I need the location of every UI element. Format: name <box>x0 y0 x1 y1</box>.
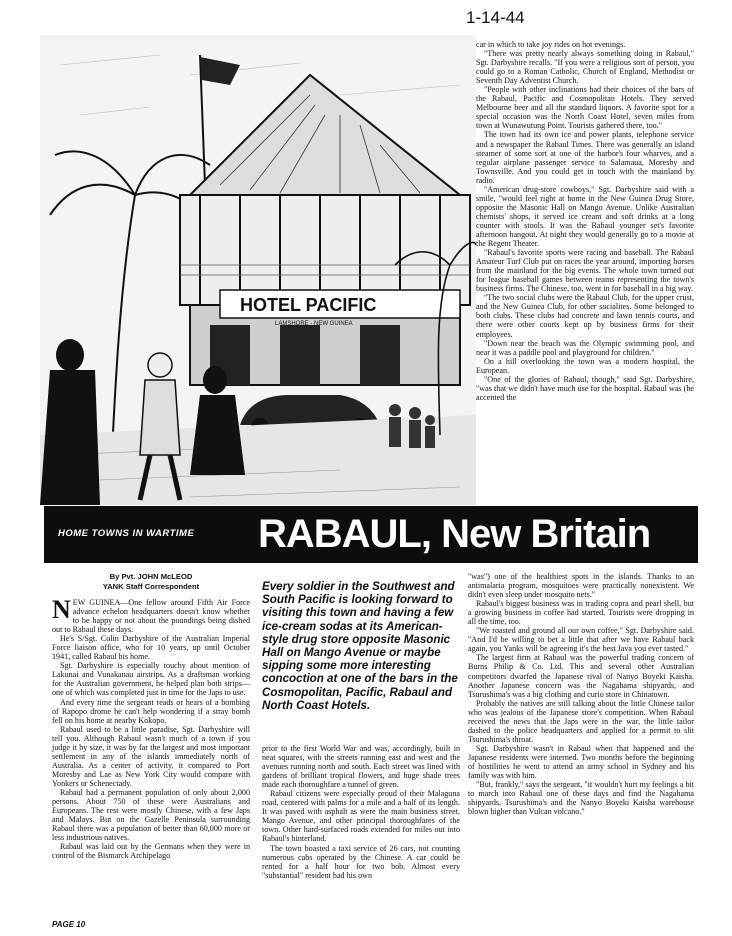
column-1 <box>52 595 250 861</box>
paragraph: Rabaul used to be a little paradise, Sgt. Darbyshire will tell you. Although Rabaul wasn't much of a town if you judge it by size, it was by far the largest and most important settlement in any of the islands immediately north of Australia. As a center of activity, it compared to Port Moresby and Lae as New York City would compare with Yonkers or Schenectady. <box>52 724 250 788</box>
paragraph: Sgt. Darbyshire is especially touchy about mention of Lakunai and Vunakanau airstrips. As a draftsman working for the Australian government, he helped plan both strips—one of which was completed just in time for the Japs to use. <box>52 661 250 698</box>
hotel-pacific-illustration <box>40 35 476 505</box>
top-right-column <box>476 40 694 402</box>
byline <box>52 572 250 592</box>
paragraph: The largest firm at Rabaul was the powerful trading concern of Burns Philip & Co. Ltd. This and several other Australian competitors dwarfed the Japanese rival of Nanyo Boyeki Kaisha. Another Japanese concern was the Nagahama shipyards, and Tsurushima's was a big clothing and curio store in Chinatown. <box>468 653 694 699</box>
paragraph: Rabaul's biggest business was in trading copra and pearl shell, but a growing business in coffee had started. Tourists were dropping in all the time, too. <box>468 599 694 627</box>
paragraph: car in which to take joy rides on hot evenings. <box>476 40 626 49</box>
byline-author: By Pvt. JOHN McLEOD <box>109 572 193 581</box>
paragraph: "People with other inclinations had their choices of the bars of the Rabaul, Pacific and Cosmopolitan Hotels. They served Melbourne beer and all the standard liquors. A favorite spot for a special occasion was the North Coast Hotel, seven miles from town at Wunawutung Point. Tourists gathered there, too." <box>476 85 694 131</box>
paragraph: The town boasted a taxi service of 26 cars, not counting numerous cabs operated by the Chinese. A car could be rented for a half hour for two bob. Almost every "substantial" resident had his own <box>262 843 460 880</box>
column-3 <box>468 572 694 816</box>
paragraph: Rabaul was laid out by the Germans when they were in control of the Bismarck Archipelago <box>52 842 250 861</box>
section-kicker: HOME TOWNS IN WARTIME <box>58 528 195 539</box>
column-2 <box>262 744 460 880</box>
paragraph: "The two social clubs were the Rabaul Club, for the upper crust, and the New Guinea Club, for other socialites. Some belonged to both clubs. These clubs had concrete and lawn tennis courts, and there were other courts kept up by business firms for their employees. <box>476 293 694 339</box>
paragraph: And every time the sergeant reads or hears of a bombing of Rapopo drome he can't help wondering if a stray bomb fell on his home at nearby Kokopo. <box>52 697 250 725</box>
paragraph: Rabaul had a permanent population of only about 2,000 persons. About 750 of these were Australians and Europeans. The rest were mostly Chinese, with a few Japs and Malays. But on the Gazelle Peninsula surrounding Rabaul there was a population of better than 60,000 more or less industrious natives. <box>52 787 250 843</box>
paragraph: "We roasted and ground all our own coffee," Sgt. Darbyshire said. "And I'd be willing to bet a little that after we have Rabaul back again, you Yanks will be agreeing it's the best Java you ever tasted." <box>468 626 694 654</box>
hotel-sign-subtext: LAMSHORE - NEW GUINEA <box>275 321 353 327</box>
lead-paragraph <box>52 595 250 635</box>
paragraph: "There was pretty nearly always something doing in Rabaul," Sgt. Darbyshire recalls. "If you were a religious sort of person, you could go to a Roman Catholic, Church of England, Methodist or Seventh Day Adventist Church. <box>476 49 694 86</box>
paragraph: On a hill overlooking the town was a modern hospital, the European. <box>476 356 694 375</box>
drop-cap: N <box>52 595 71 624</box>
byline-role: YANK Staff Correspondent <box>102 582 200 591</box>
paragraph: Probably the natives are still talking about the little Chinese tailor who was jealous of the Japanese store's competition. When Rabaul received the news that the Japs were in the war, the little tailor dashed to the police headquarters and applied for a permit to slit Tsurushima's throat. <box>468 698 694 744</box>
paragraph: "was") one of the healthiest spots in the islands. Thanks to an antimalaria program, mosquitoes were practically nonexistent. We didn't even sleep under mosquito nets." <box>468 572 694 600</box>
paragraph: "One of the glories of Rabaul, though," said Sgt. Darbyshire, "was that we didn't have much use for the hospital. Rabaul was (he accented the <box>476 374 694 402</box>
page-number: PAGE 10 <box>52 920 86 929</box>
paragraph: Rabaul citizens were especially proud of their Malaguna road, centered with palms for a mile and a half of its length. It was paved with asphalt as were the main business street, Mango Avenue, and other principal thoroughfares of the town. Other hard-surfaced roads extended for miles out into Rabaul's hinterland. <box>262 789 460 844</box>
paragraph: "Rabaul's favorite sports were racing and baseball. The Rabaul Amateur Turf Club put on races the year around, importing horses from the mainland for the big events. The whole town turned out for league baseball games between teams representing the town's business firms. The Chinese, too, went in for baseball in a big way. <box>476 248 694 294</box>
paragraph: Sgt. Darbyshire wasn't in Rabaul when that happened and the Japanese residents were interned. Two months before the beginning of hostilities he went to attend an army school in Sydney and his family was with him. <box>468 743 694 781</box>
pull-quote: Every soldier in the Southwest and South Pacific is looking forward to visiting this town and having a few ice-cream sodas at its American-style drug store opposite Masonic Hall on Mango Avenue or maybe sipping some more interesting concoction at one of the bars in the Cosmopolitan, Pacific, Rabaul and North Coast Hotels. <box>262 580 458 712</box>
paragraph: He's S/Sgt. Colin Darbyshire of the Australian Imperial Force liaison office, who for 10 years, up until October 1941, called Rabaul his home. <box>52 634 250 662</box>
paragraph: The town had its own ice and power plants, telephone service and a newspaper the Rabaul Times. There was generally an island steamer of some sort at one of the harbor's four wharves, and a regular airplane passenger service to Salamaua, Moresby and Townsville. And you could get in touch with the mainland by radio. <box>476 130 694 185</box>
lead-text: EW GUINEA—One fellow around Fifth Air Force advance echelon headquarters doesn't know whether to be happy or not about the poundings being dished out to Rabaul these days. <box>52 598 250 635</box>
paragraph: "American drug-store cowboys," Sgt. Darbyshire said with a smile, "would feel right at home in the New Guinea Drug Store, opposite the Masonic Hall on Mango Avenue. Unlike Australian chemists' shops, it served ice cream and soft drinks at a long counter with stools. It was the Rabaul younger set's favorite afternoon hangout. At night they would generally go to a movie at the Regent Theater. <box>476 184 694 249</box>
paragraph: prior to the first World War and was, accordingly, built in neat squares, with the streets running east and west and the avenues running north and south. Each street was lined with gardens of brilliant tropical flowers, and huge shade trees made each thoroughfare a tunnel of green. <box>262 744 460 790</box>
article-headline: RABAUL, New Britain <box>258 512 651 556</box>
hotel-sign-text: HOTEL PACIFIC <box>240 295 377 315</box>
handwritten-date: 1-14-44 <box>466 8 525 27</box>
paragraph: "But, frankly," says the sergeant, "it wouldn't hurt my feelings a bit to march into Rabaul one of these days and find the Nagahama shipyards, Tsurushima's and the Nanyo Boyeki Kaisha warehouse blown higher than Vulcan volcano." <box>468 780 694 817</box>
paragraph: "Down near the beach was the Olympic swimming pool, and near it was a paddle pool and playground for children." <box>476 338 694 357</box>
